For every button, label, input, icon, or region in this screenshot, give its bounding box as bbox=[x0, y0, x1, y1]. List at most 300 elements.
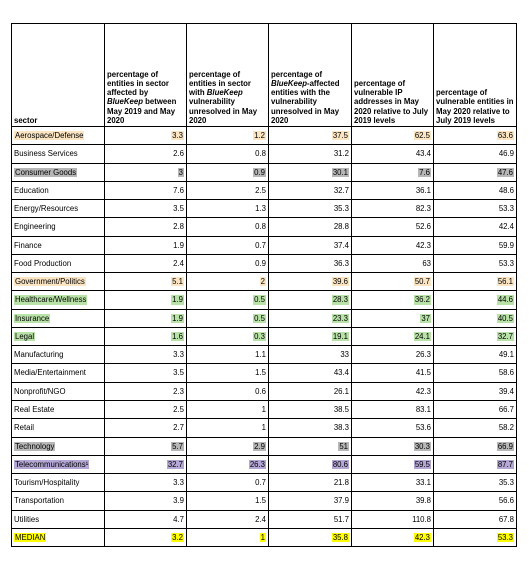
header-affected: percentage of entities in sector affected by BlueKeep between May 2019 and May 2020 bbox=[105, 24, 187, 127]
sector-cell bbox=[12, 291, 105, 309]
table-row bbox=[12, 528, 517, 546]
table-row bbox=[12, 419, 517, 437]
value-text: 56.1 bbox=[497, 277, 513, 287]
value-cell bbox=[105, 127, 187, 145]
value-text: 83.1 bbox=[415, 405, 431, 415]
value-text: 1.9 bbox=[172, 295, 183, 305]
value-cell bbox=[187, 273, 269, 291]
value-text: 1 bbox=[260, 532, 265, 542]
value-text: 1.5 bbox=[255, 368, 266, 378]
value-text: 59.9 bbox=[498, 240, 514, 250]
value-text: 59.5 bbox=[414, 459, 430, 469]
value-cell bbox=[269, 455, 352, 473]
value-text: 4.7 bbox=[173, 514, 184, 524]
value-text: 43.4 bbox=[333, 368, 349, 378]
value-text: 2.4 bbox=[173, 258, 184, 268]
value-cell bbox=[434, 528, 517, 546]
table-row bbox=[12, 127, 517, 145]
value-text: 39.4 bbox=[498, 386, 514, 396]
value-cell bbox=[187, 510, 269, 528]
table-row bbox=[12, 236, 517, 254]
header-affected-unresolved: percentage of BlueKeep-affected entities with the vulnerability unresolved in May 2020 bbox=[269, 24, 352, 127]
value-text: 35.3 bbox=[498, 478, 514, 488]
value-text: 41.5 bbox=[415, 368, 431, 378]
value-text: 5.1 bbox=[172, 277, 183, 287]
sector-cell bbox=[12, 400, 105, 418]
table-row bbox=[12, 273, 517, 291]
value-text: 2.4 bbox=[255, 514, 266, 524]
value-cell bbox=[105, 419, 187, 437]
table-row bbox=[12, 291, 517, 309]
value-cell bbox=[434, 400, 517, 418]
value-text: 2.8 bbox=[173, 222, 184, 232]
sector-cell bbox=[12, 382, 105, 400]
sector-label: Finance bbox=[14, 240, 42, 250]
sector-cell bbox=[12, 419, 105, 437]
value-cell bbox=[187, 400, 269, 418]
sector-label: Real Estate bbox=[14, 405, 55, 415]
value-cell bbox=[187, 455, 269, 473]
value-text: 0.6 bbox=[255, 386, 266, 396]
value-cell bbox=[434, 382, 517, 400]
value-cell bbox=[434, 145, 517, 163]
value-text: 2.6 bbox=[173, 149, 184, 159]
value-cell bbox=[187, 528, 269, 546]
value-text: 24.1 bbox=[414, 331, 430, 341]
header-ip-relative: percentage of vulnerable IP addresses in May 2020 relative to July 2019 levels bbox=[352, 24, 434, 127]
value-text: 46.9 bbox=[498, 149, 514, 159]
table-row bbox=[12, 400, 517, 418]
table-row bbox=[12, 181, 517, 199]
value-cell bbox=[105, 492, 187, 510]
value-text: 42.3 bbox=[414, 532, 430, 542]
value-text: 37.9 bbox=[333, 496, 349, 506]
value-text: 48.6 bbox=[498, 185, 514, 195]
value-cell bbox=[434, 236, 517, 254]
value-cell bbox=[352, 382, 434, 400]
sector-cell bbox=[12, 510, 105, 528]
value-text: 3.3 bbox=[173, 478, 184, 488]
value-text: 26.1 bbox=[333, 386, 349, 396]
value-text: 37.5 bbox=[332, 131, 348, 141]
value-text: 42.3 bbox=[415, 240, 431, 250]
value-cell bbox=[269, 218, 352, 236]
value-text: 1.5 bbox=[255, 496, 266, 506]
value-cell bbox=[434, 309, 517, 327]
value-text: 53.3 bbox=[497, 532, 513, 542]
value-text: 32.7 bbox=[333, 185, 349, 195]
value-text: 51.7 bbox=[333, 514, 349, 524]
sector-label: Insurance bbox=[15, 313, 50, 323]
value-text: 40.5 bbox=[497, 313, 513, 323]
value-cell bbox=[352, 346, 434, 364]
value-text: 30.3 bbox=[414, 441, 430, 451]
value-text: 32.7 bbox=[167, 459, 183, 469]
value-cell bbox=[269, 419, 352, 437]
value-cell bbox=[434, 127, 517, 145]
value-cell bbox=[269, 528, 352, 546]
value-cell bbox=[434, 163, 517, 181]
value-text: 3.5 bbox=[173, 204, 184, 214]
value-cell bbox=[105, 528, 187, 546]
value-cell bbox=[269, 346, 352, 364]
table-row bbox=[12, 200, 517, 218]
sector-label: Engineering bbox=[14, 222, 56, 232]
value-cell bbox=[269, 309, 352, 327]
value-cell bbox=[105, 364, 187, 382]
value-cell bbox=[434, 364, 517, 382]
value-cell bbox=[187, 218, 269, 236]
value-text: 2.5 bbox=[173, 405, 184, 415]
value-cell bbox=[434, 510, 517, 528]
value-cell bbox=[269, 273, 352, 291]
sector-label: Telecommunications¹ bbox=[15, 459, 89, 469]
sector-label: Transportation bbox=[14, 496, 64, 506]
value-text: 52.6 bbox=[415, 222, 431, 232]
sector-label: Utilities bbox=[14, 514, 40, 524]
value-text: 2.3 bbox=[173, 386, 184, 396]
value-text: 43.4 bbox=[415, 149, 431, 159]
value-cell bbox=[187, 327, 269, 345]
sector-label: Energy/Resources bbox=[14, 204, 79, 214]
value-cell bbox=[352, 455, 434, 473]
value-cell bbox=[269, 145, 352, 163]
header-row bbox=[12, 24, 517, 127]
sector-cell bbox=[12, 163, 105, 181]
value-text: 2 bbox=[260, 277, 265, 287]
value-text: 56.6 bbox=[498, 496, 514, 506]
value-cell bbox=[269, 291, 352, 309]
value-text: 51 bbox=[339, 441, 348, 451]
value-cell bbox=[352, 127, 434, 145]
value-cell bbox=[269, 400, 352, 418]
sector-label: Food Production bbox=[14, 258, 72, 268]
value-text: 42.4 bbox=[498, 222, 514, 232]
value-text: 1.2 bbox=[254, 131, 265, 141]
value-cell bbox=[434, 273, 517, 291]
value-text: 38.5 bbox=[333, 405, 349, 415]
value-text: 1.9 bbox=[173, 240, 184, 250]
value-text: 39.8 bbox=[415, 496, 431, 506]
value-text: 32.7 bbox=[497, 331, 513, 341]
table-row bbox=[12, 346, 517, 364]
value-text: 36.2 bbox=[414, 295, 430, 305]
value-cell bbox=[187, 163, 269, 181]
value-cell bbox=[187, 181, 269, 199]
value-text: 49.1 bbox=[498, 350, 514, 360]
value-cell bbox=[105, 163, 187, 181]
table-row bbox=[12, 309, 517, 327]
value-cell bbox=[187, 474, 269, 492]
value-cell bbox=[352, 528, 434, 546]
value-text: 21.8 bbox=[333, 478, 349, 488]
value-cell bbox=[434, 254, 517, 272]
value-cell bbox=[105, 273, 187, 291]
value-text: 0.3 bbox=[254, 331, 265, 341]
sector-cell bbox=[12, 254, 105, 272]
value-text: 36.1 bbox=[415, 185, 431, 195]
value-cell bbox=[187, 127, 269, 145]
value-text: 1.9 bbox=[172, 313, 183, 323]
value-text: 28.3 bbox=[332, 295, 348, 305]
value-cell bbox=[352, 510, 434, 528]
value-cell bbox=[105, 474, 187, 492]
value-text: 35.3 bbox=[333, 204, 349, 214]
value-cell bbox=[105, 181, 187, 199]
value-text: 80.6 bbox=[332, 459, 348, 469]
header-unresolved: percentage of entities in sector with BlueKeep vulnerability unresolved in May 2020 bbox=[187, 24, 269, 127]
sector-label: Nonprofit/NGO bbox=[14, 386, 66, 396]
value-cell bbox=[105, 145, 187, 163]
value-cell bbox=[105, 200, 187, 218]
value-cell bbox=[269, 382, 352, 400]
value-text: 67.8 bbox=[498, 514, 514, 524]
table-row bbox=[12, 492, 517, 510]
value-text: 0.5 bbox=[254, 313, 265, 323]
value-cell bbox=[352, 163, 434, 181]
value-cell bbox=[105, 327, 187, 345]
value-text: 3.9 bbox=[173, 496, 184, 506]
value-text: 1 bbox=[261, 405, 266, 415]
sector-cell bbox=[12, 309, 105, 327]
sector-label: Aerospace/Defense bbox=[15, 131, 84, 141]
header-entities-relative: percentage of vulnerable entities in May 2020 relative to July 2019 levels bbox=[434, 24, 517, 127]
sector-label: Consumer Goods bbox=[15, 167, 77, 177]
value-text: 2.9 bbox=[254, 441, 265, 451]
value-cell bbox=[434, 419, 517, 437]
value-cell bbox=[269, 181, 352, 199]
value-cell bbox=[352, 145, 434, 163]
value-cell bbox=[434, 474, 517, 492]
bluekeep-sector-table bbox=[11, 23, 517, 547]
value-cell bbox=[434, 181, 517, 199]
value-text: 53.3 bbox=[498, 258, 514, 268]
value-cell bbox=[352, 309, 434, 327]
value-cell bbox=[105, 346, 187, 364]
value-cell bbox=[269, 474, 352, 492]
value-text: 44.6 bbox=[497, 295, 513, 305]
value-text: 5.7 bbox=[172, 441, 183, 451]
value-text: 38.3 bbox=[333, 423, 349, 433]
sector-cell bbox=[12, 236, 105, 254]
value-cell bbox=[187, 346, 269, 364]
value-text: 0.8 bbox=[255, 149, 266, 159]
value-cell bbox=[269, 364, 352, 382]
value-cell bbox=[352, 254, 434, 272]
value-cell bbox=[269, 327, 352, 345]
sector-cell bbox=[12, 200, 105, 218]
sector-cell bbox=[12, 437, 105, 455]
sector-cell bbox=[12, 273, 105, 291]
value-cell bbox=[105, 510, 187, 528]
sector-label: Education bbox=[14, 185, 49, 195]
value-text: 63 bbox=[422, 258, 431, 268]
value-cell bbox=[352, 364, 434, 382]
value-cell bbox=[105, 236, 187, 254]
value-text: 3.5 bbox=[173, 368, 184, 378]
value-cell bbox=[434, 437, 517, 455]
value-text: 2.7 bbox=[173, 423, 184, 433]
value-cell bbox=[187, 492, 269, 510]
table-row bbox=[12, 510, 517, 528]
value-text: 0.9 bbox=[255, 258, 266, 268]
value-text: 19.1 bbox=[332, 331, 348, 341]
value-cell bbox=[352, 218, 434, 236]
value-text: 35.8 bbox=[332, 532, 348, 542]
header-sector: sector bbox=[12, 24, 105, 127]
value-text: 3.2 bbox=[172, 532, 183, 542]
table-row bbox=[12, 455, 517, 473]
value-text: 47.6 bbox=[497, 167, 513, 177]
value-text: 63.6 bbox=[497, 131, 513, 141]
value-cell bbox=[187, 437, 269, 455]
sector-label: Retail bbox=[14, 423, 34, 433]
table-row bbox=[12, 218, 517, 236]
value-text: 58.2 bbox=[498, 423, 514, 433]
value-text: 1.3 bbox=[255, 204, 266, 214]
value-cell bbox=[269, 492, 352, 510]
sector-label: Manufacturing bbox=[14, 350, 64, 360]
value-text: 62.5 bbox=[414, 131, 430, 141]
sector-cell bbox=[12, 181, 105, 199]
value-cell bbox=[105, 382, 187, 400]
value-text: 39.6 bbox=[332, 277, 348, 287]
value-cell bbox=[105, 254, 187, 272]
value-cell bbox=[352, 437, 434, 455]
value-cell bbox=[434, 218, 517, 236]
value-cell bbox=[105, 455, 187, 473]
value-cell bbox=[352, 400, 434, 418]
table-row bbox=[12, 327, 517, 345]
table-row bbox=[12, 382, 517, 400]
value-text: 53.3 bbox=[498, 204, 514, 214]
sector-cell bbox=[12, 145, 105, 163]
value-cell bbox=[187, 145, 269, 163]
sector-label: Technology bbox=[15, 441, 55, 451]
value-cell bbox=[352, 327, 434, 345]
value-text: 3 bbox=[178, 167, 183, 177]
sector-label: Healthcare/Wellness bbox=[15, 295, 87, 305]
value-text: 3.3 bbox=[172, 131, 183, 141]
value-cell bbox=[434, 346, 517, 364]
sector-cell bbox=[12, 528, 105, 546]
value-text: 110.8 bbox=[412, 514, 431, 524]
value-cell bbox=[187, 200, 269, 218]
sector-label: Media/Entertainment bbox=[14, 368, 86, 378]
value-cell bbox=[187, 236, 269, 254]
value-text: 7.6 bbox=[173, 185, 184, 195]
value-cell bbox=[352, 474, 434, 492]
table-row bbox=[12, 145, 517, 163]
value-text: 82.3 bbox=[415, 204, 431, 214]
value-cell bbox=[187, 364, 269, 382]
value-text: 0.9 bbox=[254, 167, 265, 177]
value-cell bbox=[269, 236, 352, 254]
value-text: 66.7 bbox=[498, 405, 514, 415]
value-text: 42.3 bbox=[415, 386, 431, 396]
value-cell bbox=[434, 327, 517, 345]
value-cell bbox=[352, 291, 434, 309]
value-cell bbox=[187, 419, 269, 437]
table-row bbox=[12, 254, 517, 272]
value-text: 58.6 bbox=[498, 368, 514, 378]
value-cell bbox=[352, 200, 434, 218]
table-row bbox=[12, 364, 517, 382]
value-cell bbox=[105, 309, 187, 327]
value-cell bbox=[187, 291, 269, 309]
value-text: 0.7 bbox=[255, 478, 266, 488]
value-cell bbox=[434, 492, 517, 510]
value-cell bbox=[105, 437, 187, 455]
value-cell bbox=[187, 254, 269, 272]
value-cell bbox=[105, 400, 187, 418]
sector-label: Business Services bbox=[14, 149, 78, 159]
value-text: 87.7 bbox=[497, 459, 513, 469]
value-text: 33 bbox=[340, 350, 349, 360]
table-row bbox=[12, 437, 517, 455]
table-row bbox=[12, 474, 517, 492]
sector-label: Legal bbox=[15, 331, 35, 341]
sector-cell bbox=[12, 327, 105, 345]
value-text: 26.3 bbox=[415, 350, 431, 360]
value-cell bbox=[352, 273, 434, 291]
value-text: 1.6 bbox=[172, 331, 183, 341]
value-text: 36.3 bbox=[333, 258, 349, 268]
value-cell bbox=[352, 181, 434, 199]
value-cell bbox=[352, 419, 434, 437]
value-cell bbox=[434, 291, 517, 309]
sector-label: Government/Politics bbox=[15, 277, 85, 287]
value-cell bbox=[187, 382, 269, 400]
value-cell bbox=[434, 200, 517, 218]
value-text: 3.3 bbox=[173, 350, 184, 360]
value-text: 31.2 bbox=[333, 149, 349, 159]
value-cell bbox=[352, 236, 434, 254]
sector-cell bbox=[12, 492, 105, 510]
value-text: 23.3 bbox=[332, 313, 348, 323]
value-text: 53.6 bbox=[415, 423, 431, 433]
sector-cell bbox=[12, 364, 105, 382]
value-text: 26.3 bbox=[249, 459, 265, 469]
value-cell bbox=[352, 492, 434, 510]
value-cell bbox=[105, 291, 187, 309]
value-text: 37.4 bbox=[333, 240, 349, 250]
sector-label: Tourism/Hospitality bbox=[14, 478, 80, 488]
value-text: 66.9 bbox=[497, 441, 513, 451]
value-text: 0.8 bbox=[255, 222, 266, 232]
value-cell bbox=[269, 254, 352, 272]
value-cell bbox=[105, 218, 187, 236]
value-text: 1 bbox=[261, 423, 266, 433]
value-text: 1.1 bbox=[255, 350, 266, 360]
sector-label: MEDIAN bbox=[15, 532, 46, 542]
sector-cell bbox=[12, 474, 105, 492]
value-cell bbox=[434, 455, 517, 473]
value-cell bbox=[269, 163, 352, 181]
value-cell bbox=[269, 200, 352, 218]
value-text: 37 bbox=[421, 313, 430, 323]
value-text: 7.6 bbox=[419, 167, 430, 177]
value-text: 0.7 bbox=[255, 240, 266, 250]
value-text: 33.1 bbox=[415, 478, 431, 488]
sector-cell bbox=[12, 455, 105, 473]
value-text: 50.7 bbox=[414, 277, 430, 287]
value-cell bbox=[187, 309, 269, 327]
sector-cell bbox=[12, 218, 105, 236]
value-text: 28.8 bbox=[333, 222, 349, 232]
value-cell bbox=[269, 127, 352, 145]
value-text: 0.5 bbox=[254, 295, 265, 305]
